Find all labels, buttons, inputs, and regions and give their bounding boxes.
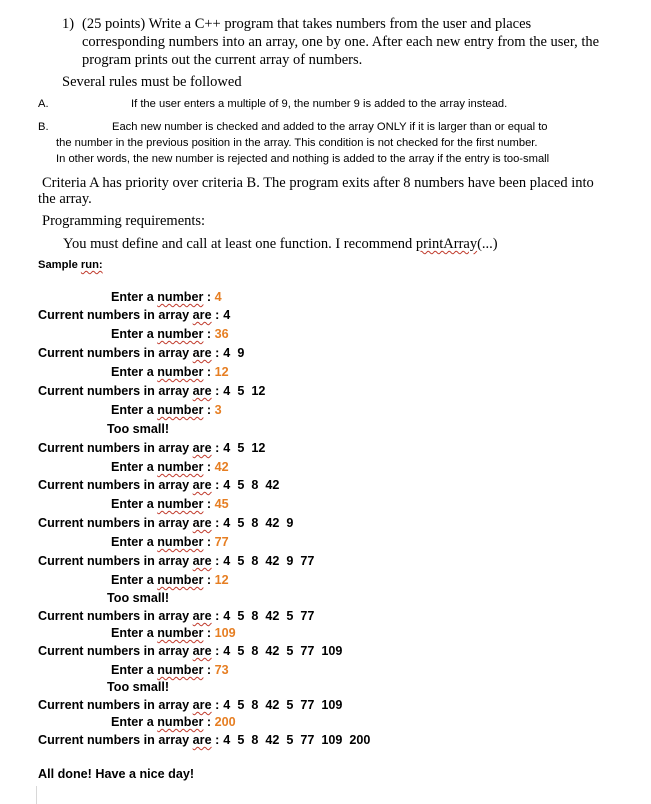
user-input-value: 77 bbox=[214, 535, 229, 549]
current-prefix: Current numbers in array bbox=[38, 554, 193, 568]
too-small-text: Too small! bbox=[107, 591, 170, 605]
current-array-line bbox=[38, 733, 370, 747]
user-input-value: 36 bbox=[214, 327, 229, 341]
array-value: 5 bbox=[286, 609, 294, 623]
prompt-prefix: Enter a bbox=[111, 497, 158, 511]
prompt-colon: : bbox=[206, 460, 212, 474]
prompt-line bbox=[111, 365, 229, 379]
current-array-line bbox=[38, 698, 342, 712]
question-line-1: (25 points) Write a C++ program that takes numbers from the user and places bbox=[82, 16, 532, 32]
prompt-prefix: Enter a bbox=[111, 365, 158, 379]
prompt-word: number bbox=[157, 535, 204, 549]
current-word: are bbox=[192, 644, 212, 658]
current-array-line bbox=[38, 516, 293, 530]
prompt-line bbox=[111, 460, 229, 474]
array-value: 42 bbox=[265, 516, 280, 530]
prompt-word: number bbox=[157, 327, 204, 341]
current-array-line bbox=[38, 644, 342, 658]
array-value: 9 bbox=[286, 554, 294, 568]
array-value: 77 bbox=[300, 644, 315, 658]
array-value: 12 bbox=[251, 384, 266, 398]
current-array-line bbox=[38, 441, 265, 455]
current-prefix: Current numbers in array bbox=[38, 698, 193, 712]
rule-a-text: If the user enters a multiple of 9, the number 9 is added to the array instead. bbox=[131, 98, 508, 110]
too-small-message bbox=[107, 422, 169, 436]
question-number: 1) bbox=[62, 16, 75, 32]
current-prefix: Current numbers in array bbox=[38, 441, 193, 455]
user-input-value: 73 bbox=[214, 663, 229, 677]
prompt-prefix: Enter a bbox=[111, 290, 158, 304]
array-value: 4 bbox=[223, 644, 231, 658]
array-value: 77 bbox=[300, 554, 315, 568]
array-value: 5 bbox=[237, 644, 245, 658]
rule-b-letter: B. bbox=[38, 121, 49, 133]
array-value: 9 bbox=[237, 346, 245, 360]
criteria-line-1: Criteria A has priority over criteria B. The program exits after 8 numbers have been placed into bbox=[42, 175, 594, 191]
current-word: are bbox=[192, 308, 212, 322]
array-value: 4 bbox=[223, 308, 231, 322]
user-input-value: 45 bbox=[214, 497, 229, 511]
question-line-3: program prints out the current array of numbers. bbox=[82, 52, 363, 68]
user-input-value: 12 bbox=[214, 365, 229, 379]
array-value: 4 bbox=[223, 554, 231, 568]
array-value: 5 bbox=[237, 733, 245, 747]
prompt-prefix: Enter a bbox=[111, 663, 158, 677]
current-prefix: Current numbers in array bbox=[38, 733, 193, 747]
array-value: 42 bbox=[265, 733, 280, 747]
prompt-word: number bbox=[157, 715, 204, 729]
array-value: 8 bbox=[251, 644, 259, 658]
prompt-colon: : bbox=[206, 535, 212, 549]
prompt-colon: : bbox=[206, 365, 212, 379]
user-input-value: 109 bbox=[214, 626, 236, 640]
rule-b-line-2: the number in the previous position in the array. This condition is not checked for the first number. bbox=[56, 137, 538, 149]
prompt-prefix: Enter a bbox=[111, 715, 158, 729]
current-word: are bbox=[192, 441, 212, 455]
requirements-text-before: You must define and call at least one function. I recommend bbox=[63, 236, 416, 252]
margin-rule bbox=[36, 786, 37, 804]
current-word: are bbox=[192, 516, 212, 530]
prompt-prefix: Enter a bbox=[111, 626, 158, 640]
current-colon: : bbox=[215, 308, 220, 322]
too-small-message bbox=[107, 680, 169, 694]
array-value: 5 bbox=[286, 733, 294, 747]
prompt-colon: : bbox=[206, 497, 212, 511]
current-colon: : bbox=[215, 441, 220, 455]
requirements-heading: Programming requirements: bbox=[42, 213, 206, 229]
prompt-colon: : bbox=[206, 626, 212, 640]
current-prefix: Current numbers in array bbox=[38, 308, 193, 322]
rule-a-letter: A. bbox=[38, 98, 49, 110]
current-word: are bbox=[192, 478, 212, 492]
prompt-colon: : bbox=[206, 573, 212, 587]
prompt-word: number bbox=[157, 663, 204, 677]
prompt-word: number bbox=[157, 290, 204, 304]
prompt-line bbox=[111, 535, 229, 549]
prompt-line bbox=[111, 663, 229, 677]
current-colon: : bbox=[215, 384, 220, 398]
array-value: 42 bbox=[265, 478, 280, 492]
prompt-word: number bbox=[157, 460, 204, 474]
current-colon: : bbox=[215, 733, 220, 747]
closing-message: All done! Have a nice day! bbox=[38, 767, 195, 781]
array-value: 5 bbox=[237, 554, 245, 568]
array-value: 42 bbox=[265, 698, 280, 712]
current-prefix: Current numbers in array bbox=[38, 346, 193, 360]
array-value: 4 bbox=[223, 698, 231, 712]
current-word: are bbox=[192, 733, 212, 747]
prompt-word: number bbox=[157, 403, 204, 417]
user-input-value: 42 bbox=[214, 460, 229, 474]
too-small-text: Too small! bbox=[107, 680, 170, 694]
array-value: 5 bbox=[286, 698, 294, 712]
array-value: 4 bbox=[223, 609, 231, 623]
sample-run-label bbox=[38, 259, 103, 271]
prompt-prefix: Enter a bbox=[111, 535, 158, 549]
array-value: 77 bbox=[300, 698, 315, 712]
requirements-text-after: (...) bbox=[477, 236, 498, 252]
array-value: 109 bbox=[321, 698, 343, 712]
array-value: 5 bbox=[237, 698, 245, 712]
array-value: 9 bbox=[286, 516, 294, 530]
current-prefix: Current numbers in array bbox=[38, 644, 193, 658]
array-value: 4 bbox=[223, 384, 231, 398]
current-colon: : bbox=[215, 554, 220, 568]
rule-b-line-3: In other words, the new number is rejected and nothing is added to the array if the entry is too-small bbox=[56, 153, 550, 165]
current-array-line bbox=[38, 478, 279, 492]
prompt-prefix: Enter a bbox=[111, 573, 158, 587]
current-colon: : bbox=[215, 478, 220, 492]
array-value: 4 bbox=[223, 733, 231, 747]
array-value: 42 bbox=[265, 644, 280, 658]
current-word: are bbox=[192, 384, 212, 398]
current-array-line bbox=[38, 308, 230, 322]
current-word: are bbox=[192, 554, 212, 568]
current-array-line bbox=[38, 384, 265, 398]
array-value: 200 bbox=[349, 733, 371, 747]
rules-heading: Several rules must be followed bbox=[62, 74, 242, 90]
current-prefix: Current numbers in array bbox=[38, 384, 193, 398]
prompt-line bbox=[111, 403, 222, 417]
array-value: 8 bbox=[251, 733, 259, 747]
array-value: 4 bbox=[223, 478, 231, 492]
current-array-line bbox=[38, 346, 244, 360]
array-value: 8 bbox=[251, 478, 259, 492]
prompt-colon: : bbox=[206, 663, 212, 677]
user-input-value: 3 bbox=[214, 403, 222, 417]
prompt-line bbox=[111, 327, 229, 341]
prompt-word: number bbox=[157, 573, 204, 587]
user-input-value: 12 bbox=[214, 573, 229, 587]
prompt-prefix: Enter a bbox=[111, 460, 158, 474]
current-array-line bbox=[38, 554, 314, 568]
prompt-prefix: Enter a bbox=[111, 327, 158, 341]
array-value: 4 bbox=[223, 441, 231, 455]
prompt-word: number bbox=[157, 497, 204, 511]
array-value: 12 bbox=[251, 441, 266, 455]
current-word: are bbox=[192, 698, 212, 712]
prompt-line bbox=[111, 715, 236, 729]
prompt-colon: : bbox=[206, 327, 212, 341]
prompt-prefix: Enter a bbox=[111, 403, 158, 417]
array-value: 77 bbox=[300, 609, 315, 623]
current-array-line bbox=[38, 609, 314, 623]
array-value: 5 bbox=[237, 384, 245, 398]
current-colon: : bbox=[215, 516, 220, 530]
too-small-message bbox=[107, 591, 169, 605]
array-value: 42 bbox=[265, 554, 280, 568]
sample-run-rest: run: bbox=[80, 259, 103, 271]
current-prefix: Current numbers in array bbox=[38, 609, 193, 623]
sample-run-word: Sample bbox=[38, 259, 78, 271]
user-input-value: 4 bbox=[214, 290, 222, 304]
prompt-colon: : bbox=[206, 290, 212, 304]
array-value: 4 bbox=[223, 346, 231, 360]
function-name: printArray bbox=[415, 236, 478, 252]
array-value: 8 bbox=[251, 554, 259, 568]
current-colon: : bbox=[215, 609, 220, 623]
prompt-line bbox=[111, 497, 229, 511]
prompt-colon: : bbox=[206, 715, 212, 729]
array-value: 5 bbox=[237, 441, 245, 455]
array-value: 109 bbox=[321, 733, 343, 747]
array-value: 8 bbox=[251, 609, 259, 623]
prompt-word: number bbox=[157, 365, 204, 379]
user-input-value: 200 bbox=[214, 715, 236, 729]
prompt-word: number bbox=[157, 626, 204, 640]
question-line-2: corresponding numbers into an array, one by one. After each new entry from the user, the bbox=[82, 34, 600, 50]
current-prefix: Current numbers in array bbox=[38, 478, 193, 492]
rule-b-line-1: Each new number is checked and added to the array ONLY if it is larger than or equal to bbox=[112, 121, 548, 133]
array-value: 109 bbox=[321, 644, 343, 658]
prompt-colon: : bbox=[206, 403, 212, 417]
current-colon: : bbox=[215, 698, 220, 712]
current-colon: : bbox=[215, 346, 220, 360]
array-value: 5 bbox=[237, 478, 245, 492]
array-value: 8 bbox=[251, 698, 259, 712]
current-word: are bbox=[192, 346, 212, 360]
prompt-line bbox=[111, 573, 229, 587]
prompt-line bbox=[111, 290, 222, 304]
current-prefix: Current numbers in array bbox=[38, 516, 193, 530]
array-value: 5 bbox=[286, 644, 294, 658]
array-value: 5 bbox=[237, 516, 245, 530]
array-value: 42 bbox=[265, 609, 280, 623]
too-small-text: Too small! bbox=[107, 422, 170, 436]
criteria-line-2: the array. bbox=[38, 191, 92, 207]
prompt-line bbox=[111, 626, 236, 640]
array-value: 5 bbox=[237, 609, 245, 623]
array-value: 77 bbox=[300, 733, 315, 747]
current-colon: : bbox=[215, 644, 220, 658]
current-word: are bbox=[192, 609, 212, 623]
array-value: 4 bbox=[223, 516, 231, 530]
requirements-text bbox=[63, 236, 498, 253]
array-value: 8 bbox=[251, 516, 259, 530]
